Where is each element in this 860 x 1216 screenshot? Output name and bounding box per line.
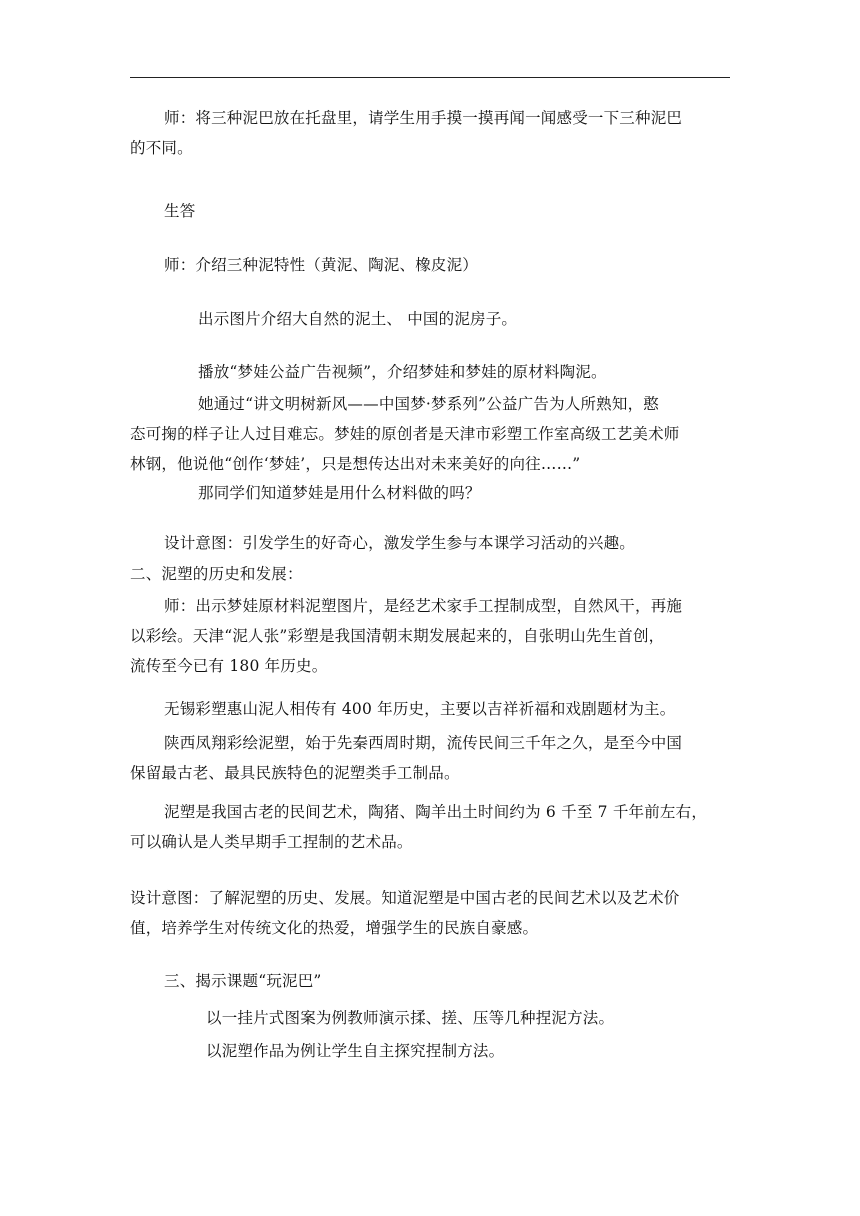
paragraph-question xyxy=(130,478,730,508)
paragraph-play-video xyxy=(130,357,730,387)
text-line: 林钢，他说他“创作‘梦娃’，只是想传达出对未来美好的向往……” xyxy=(130,455,581,473)
text-line: 师：介绍三种泥特性（黄泥、陶泥、橡皮泥） xyxy=(164,256,479,274)
text-line: 生答 xyxy=(164,202,196,220)
text-line: 以一挂片式图案为例教师演示揉、搓、压等几种捏泥方法。 xyxy=(206,1009,615,1027)
text-line: 流传至今已有 180 年历史。 xyxy=(130,657,328,675)
paragraph-explore-methods xyxy=(130,1036,730,1066)
text-line: 以彩绘。天津“泥人张”彩塑是我国清朝末期发展起来的，自张明山先生首创， xyxy=(130,627,665,645)
text-line: 值，培养学生对传统文化的热爱，增强学生的民族自豪感。 xyxy=(130,919,539,937)
paragraph-demo-methods xyxy=(130,1003,730,1033)
text-line: 的不同。 xyxy=(130,139,193,157)
text-line: 无锡彩塑惠山泥人相传有 400 年历史，主要以吉祥祈福和戏剧题材为主。 xyxy=(164,700,676,718)
section-heading-history xyxy=(130,559,730,589)
text-line: 师：将三种泥巴放在托盘里，请学生用手摸一摸再闻一闻感受一下三种泥巴 xyxy=(164,109,683,127)
paragraph-design-intent-2 xyxy=(130,883,730,943)
text-line: 她通过“讲文明树新风——中国梦·梦系列”公益广告为人所熟知，憨 xyxy=(198,395,659,413)
paragraph-wuxi xyxy=(130,694,730,724)
paragraph-mengwa-intro xyxy=(130,389,730,479)
paragraph-show-pictures xyxy=(130,304,730,334)
text-line: 设计意图：了解泥塑的历史、发展。知道泥塑是中国古老的民间艺术以及艺术价 xyxy=(130,889,680,907)
text-line: 以泥塑作品为例让学生自主探究捏制方法。 xyxy=(206,1042,505,1060)
section-heading-topic xyxy=(130,966,730,996)
text-line: 播放“梦娃公益广告视频”，介绍梦娃和梦娃的原材料陶泥。 xyxy=(198,363,607,381)
text-line: 保留最古老、最具民族特色的泥塑类手工制品。 xyxy=(130,764,460,782)
paragraph-design-intent-1 xyxy=(130,528,730,558)
text-line: 泥塑是我国古老的民间艺术，陶猪、陶羊出土时间约为 6 千至 7 千年前左右， xyxy=(164,803,708,821)
paragraph-student-answer xyxy=(130,196,730,226)
text-line: 师：出示梦娃原材料泥塑图片，是经艺术家手工捏制成型，自然风干，再施 xyxy=(164,597,683,615)
text-line: 可以确认是人类早期手工捏制的艺术品。 xyxy=(130,833,413,851)
paragraph-shaanxi xyxy=(130,728,730,788)
paragraph-clay-figurine-history xyxy=(130,591,730,681)
text-line: 二、泥塑的历史和发展： xyxy=(130,565,303,583)
paragraph-teacher-mud-tray xyxy=(130,103,730,163)
paragraph-ancient-art xyxy=(130,797,730,857)
text-line: 出示图片介绍大自然的泥土、 中国的泥房子。 xyxy=(198,310,518,328)
text-line: 设计意图：引发学生的好奇心，激发学生参与本课学习活动的兴趣。 xyxy=(164,534,636,552)
text-line: 态可掬的样子让人过目难忘。梦娃的原创者是天津市彩塑工作室高级工艺美术师 xyxy=(130,425,680,443)
text-line: 陕西凤翔彩绘泥塑，始于先秦西周时期，流传民间三千年之久，是至今中国 xyxy=(164,734,683,752)
text-line: 三、揭示课题“玩泥巴” xyxy=(164,972,322,990)
text-line: 那同学们知道梦娃是用什么材料做的吗？ xyxy=(198,484,481,502)
paragraph-teacher-mud-types xyxy=(130,250,730,280)
header-rule xyxy=(130,77,730,78)
